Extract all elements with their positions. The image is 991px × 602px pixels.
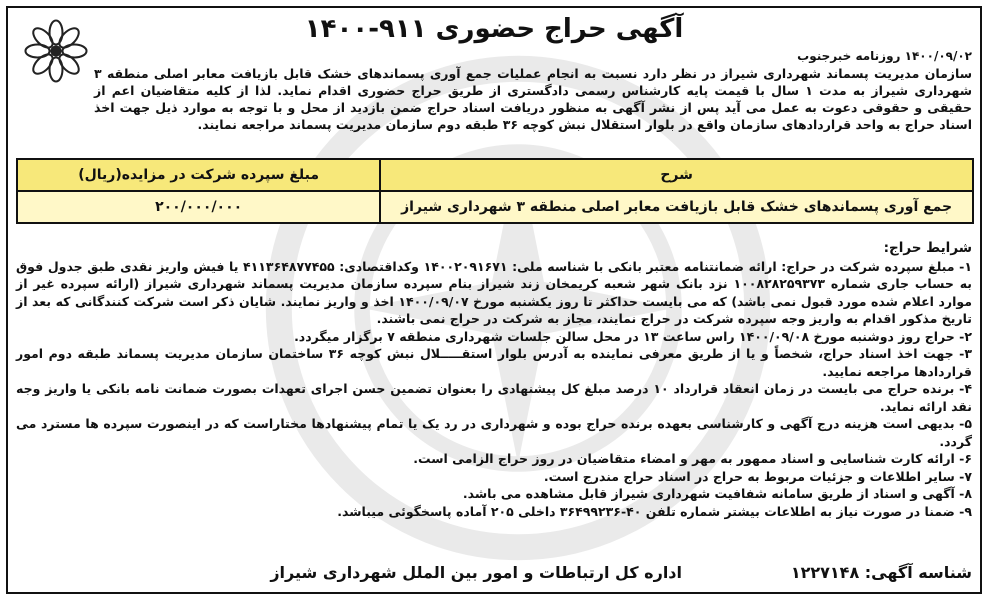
- condition-item: ۸- آگهی و اسناد از طریق سامانه شفافیت شهرداری شیراز قابل مشاهده می باشد.: [462, 486, 972, 501]
- notice-frame: [6, 6, 982, 594]
- row-deposit: ۲۰۰/۰۰۰/۰۰۰: [17, 191, 380, 223]
- table-header-row: [17, 159, 973, 191]
- table-row: [17, 191, 973, 223]
- shiraz-municipality-flower-icon: [18, 14, 94, 88]
- condition-item: ۶- ارائه کارت شناسایی و اسناد ممهور به مهر و امضاء متقاضیان در روز حراج الزامی است.: [413, 451, 972, 466]
- notice-footer: [16, 560, 972, 586]
- auction-table: [16, 158, 974, 224]
- header-description: شرح: [380, 159, 973, 191]
- condition-item: ۴- برنده حراج می بایست در زمان انعقاد قرارداد ۱۰ درصد مبلغ کل پیشنهادی را بعنوان تضمین حسن اجرای تعهدات بصورت ضمانت نامه بانکی یا واریز وجه نقد ارائه نماید.: [16, 381, 973, 414]
- header-deposit: مبلغ سپرده شرکت در مزایده(ریال): [17, 159, 380, 191]
- condition-item: ۷- سایر اطلاعات و جزئیات مربوط به حراج در اسناد حراج مندرج است.: [543, 468, 972, 484]
- issuing-department: اداره کل ارتباطات و امور بین الملل شهرداری شیراز: [270, 563, 682, 582]
- condition-item: ۳- جهت اخذ اسناد حراج، شخصاً و یا از طریق معرفی نماینده به آدرس بلوار استقـــــلال نبش کوچه ۳۶ ساختمان سازمان مدیریت پسماند طبقه دوم امور قراردادها مراجعه نمایید.: [16, 346, 972, 379]
- notice-title: آگهی حراج حضوری ۹۱۱-۱۴۰۰: [304, 14, 684, 44]
- condition-item: ۲- حراج روز دوشنبه مورخ ۱۴۰۰/۰۹/۰۸ راس ساعت ۱۳ در محل سالن جلسات شهرداری منطقه ۷ برگزار میگردد.: [294, 328, 972, 344]
- publication-date: ۱۴۰۰/۰۹/۰۲ روزنامه خبرجنوب: [797, 49, 972, 63]
- condition-item: ۵- بدیهی است هزینه درج آگهی و کارشناسی بعهده برنده حراج بوده و شهرداری در رد یک یا تمام پیشنهادها مختاراست که در اینصورت سپرده ها مسترد می گردد.: [16, 416, 972, 449]
- notice-intro: سازمان مدیریت پسماند شهرداری شیراز در نظر دارد نسبت به انجام عملیات جمع آوری پسماندهای خشک قابل بازیافت معابر اصلی منطقه ۳ شهرداری شیراز به مدت ۱ سال با قیمت پایه کارشناس رسمی دادگستری از طریق حراج حضوری اقدام نماید. لذا از کلیه متقاضیان اعم از حقیقی و حقوقی دعوت به عمل می آید پس از نشر آگهی به منظور دریافت اسناد حراج ضمن بازدید از محل و با توجه به موارد ذیل جهت اخذ اسناد حراج به واحد قراردادهای سازمان واقع در بلوار استقلال نبش کوچه ۳۶ طبقه دوم سازمان مدیریت پسماند مراجعه نمایند.: [94, 66, 973, 132]
- row-description: جمع آوری پسماندهای خشک قابل بازیافت معابر اصلی منطقه ۳ شهرداری شیراز: [380, 191, 973, 223]
- notice-code: شناسه آگهی: ۱۲۲۷۱۴۸: [790, 563, 972, 582]
- condition-item: ۱- مبلغ سپرده شرکت در حراج: ارائه ضمانتنامه معتبر بانکی با شناسه ملی: ۱۴۰۰۲۰۹۱۶۷۱ وکداقتصادی: ۴۱۱۳۶۴۸۷۷۴۵۵ یا فیش واریز نقدی طبق جدول فوق به حساب جاری شماره ۱۰۰۸۲۸۲۵۹۳۷۳ نزد بانک شهر شعبه کریمخان زند شیراز بنام سپرده سازمان مدیریت پسماند شهرداری شیراز (ارائه سپرده غیر از موارد اعلام شده مورد قبول نمی باشد) که می بایست حداکثر تا روز یکشنبه مورخ ۱۴۰۰/۰۹/۰۷ اخذ و واریز نمایند. شایان ذکر است شرکت کنندگانی که بعد از تاریخ مذکور اقدام به واریز وجه سپرده شرکت در حراج نمایند، مجاز به شرکت در حراج نمی باشند.: [16, 258, 972, 326]
- conditions-title: شرایط حراج:: [883, 240, 972, 256]
- conditions-section: [16, 240, 972, 520]
- condition-item: ۹- ضمنا در صورت نیاز به اطلاعات بیشتر شماره تلفن ۴۰-۳۶۴۹۹۲۳۶ داخلی ۲۰۵ آماده پاسخگوئی میباشد.: [337, 503, 972, 519]
